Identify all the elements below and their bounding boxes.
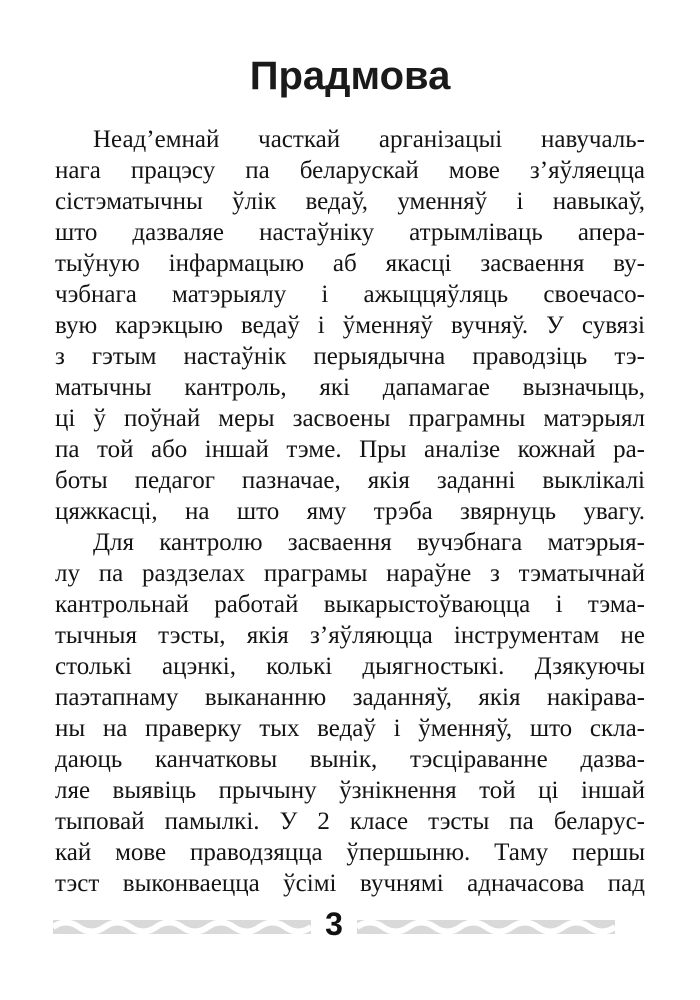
page-number: 3 bbox=[325, 906, 343, 942]
text-line: кантрольнай работай выкарыстоўваюцца і тэма- bbox=[55, 591, 645, 618]
wave-ornament-left-icon bbox=[53, 920, 311, 934]
text-line: Неад’емнай часткай арганізацыі навучаль- bbox=[93, 126, 645, 153]
text-line: тэст выконваецца ўсімі вучнямі адначасова пад bbox=[55, 870, 645, 897]
text-line: ці ў поўнай меры засвоены праграмны матэрыял bbox=[55, 405, 645, 432]
text-line: сістэматычны ўлік ведаў, уменняў і навыкаў, bbox=[55, 188, 645, 215]
text-line: тыповай памылкі. У 2 класе тэсты па беларус- bbox=[55, 808, 645, 835]
paragraph bbox=[55, 527, 645, 899]
text-block bbox=[55, 124, 645, 899]
page-title: Прадмова bbox=[249, 54, 451, 98]
text-line: цяжкасці, на што яму трэба звярнуць увагу. bbox=[55, 498, 645, 525]
text-line: па той або іншай тэме. Пры аналізе кожнай ра- bbox=[55, 436, 645, 463]
text-line: кай мове праводзяцца ўпершыню. Таму першы bbox=[55, 839, 645, 866]
text-line: матычны кантроль, які дапамагае вызначыць, bbox=[55, 374, 645, 401]
text-line: боты педагог пазначае, якія заданні выклікалі bbox=[55, 467, 645, 494]
text-line: ны на праверку тых ведаў і ўменняў, што скла- bbox=[55, 715, 645, 742]
text-line: тычныя тэсты, якія з’яўляюцца інструментам не bbox=[55, 622, 645, 649]
wave-ornament-right-icon bbox=[357, 920, 615, 934]
footer bbox=[53, 906, 615, 943]
paragraph bbox=[55, 124, 645, 527]
text-line: з гэтым настаўнік перыядычна праводзіць тэ- bbox=[55, 343, 645, 370]
text-line: што дазваляе настаўніку атрымліваць апера- bbox=[55, 219, 645, 246]
text-line: лу па раздзелах праграмы нараўне з тэматычнай bbox=[55, 560, 645, 587]
text-line: ляе выявіць прычыну ўзнікнення той ці іншай bbox=[55, 777, 645, 804]
text-line: тыўную інфармацыю аб якасці засваення ву- bbox=[55, 250, 645, 277]
text-line: даюць канчатковы вынік, тэсціраванне дазва- bbox=[55, 746, 645, 773]
text-line: столькі ацэнкі, колькі дыягностыкі. Дзякуючы bbox=[55, 653, 645, 680]
text-line: Для кантролю засваення вучэбнага матэрыя- bbox=[93, 529, 645, 556]
text-line: паэтапнаму выкананню заданняў, якія накірава- bbox=[55, 684, 645, 711]
text-line: нага працэсу па беларускай мове з’яўляецца bbox=[55, 157, 645, 184]
text-line: вую карэкцыю ведаў і ўменняў вучняў. У сувязі bbox=[55, 312, 645, 339]
text-line: чэбнага матэрыялу і ажыццяўляць своечасо- bbox=[55, 281, 645, 308]
